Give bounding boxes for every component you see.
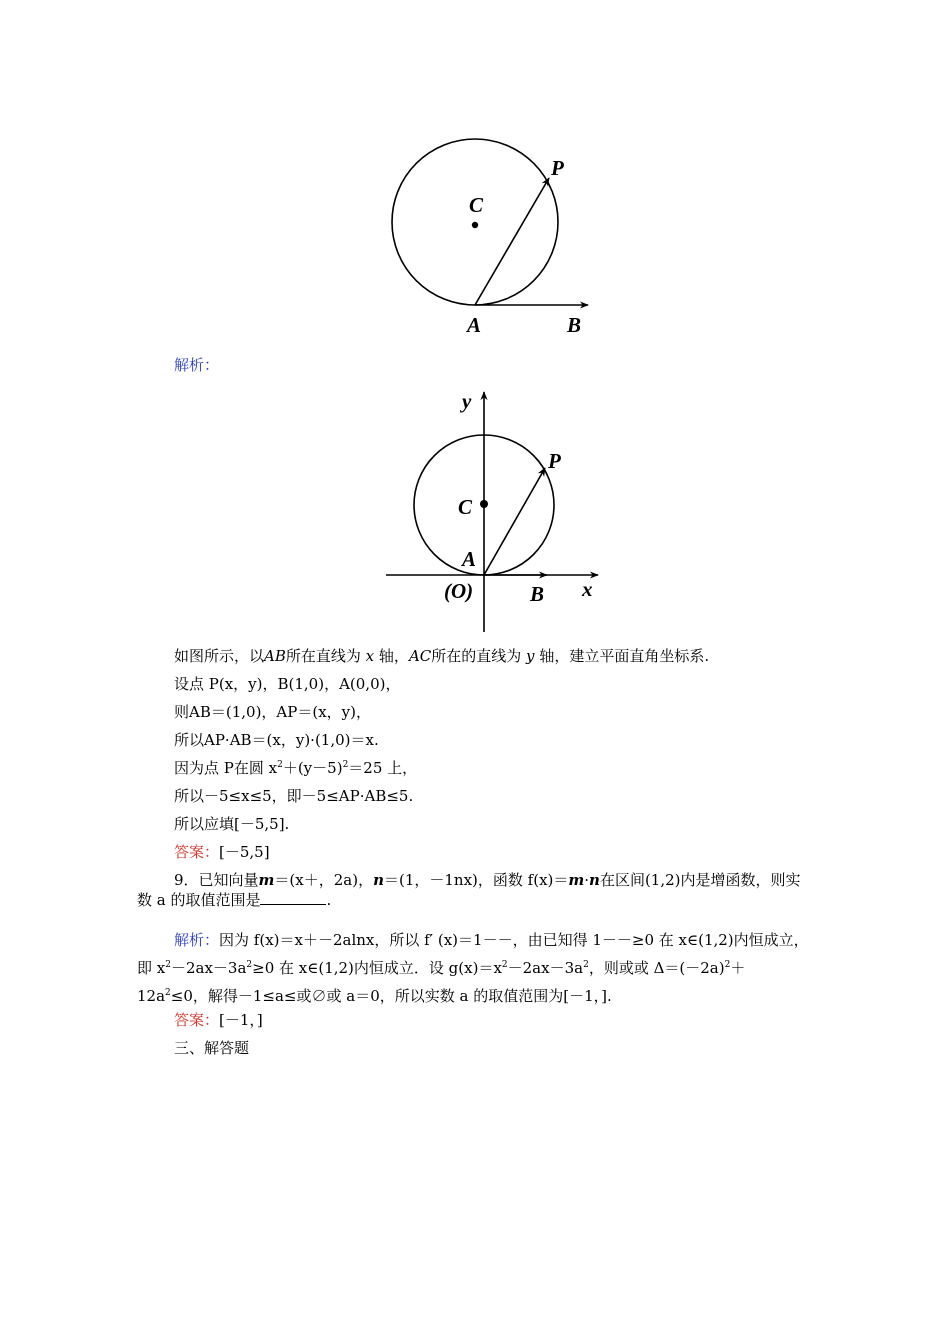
answer-value: [－5,5] bbox=[219, 843, 270, 861]
vector-ap bbox=[484, 468, 545, 575]
solution-line-4: 所以AP·AB＝(x，y)·(1,0)＝x. bbox=[174, 731, 379, 749]
section-heading: 三、解答题 bbox=[174, 1039, 250, 1057]
answer-label-2: 答案： bbox=[174, 1011, 220, 1029]
solution-line-2: 设点 P(x，y)，B(1,0)，A(0,0)， bbox=[174, 675, 401, 693]
label-a: A bbox=[467, 313, 482, 337]
solution-2: 解析：因为 f(x)＝x＋－2alnx，所以 f′ (x)＝1－－，由已知得 1－－≥0 在 x∈(1,2)内恒成立，即 $x^2-2ax-3a^2\ge 0$ 在 x∈(1,2)内恒成立．设 $g(x)=x^2-2ax-3a^2$，则或或 $\Delta=(-2a)^2+12a^2\le 0$，解得－1≤a≤或∅或 a＝0，所以实数 a 的取值范围为[－1，]. bbox=[137, 931, 809, 1005]
label-o: (O) bbox=[444, 579, 474, 603]
label-a: A bbox=[462, 547, 477, 571]
solution-line-3: 则AB＝(1,0)，AP＝(x，y)， bbox=[174, 703, 371, 721]
analysis-label-2: 解析： bbox=[174, 931, 220, 949]
center-point bbox=[480, 500, 488, 508]
answer-label: 答案： bbox=[174, 843, 220, 861]
analysis-label: 解析： bbox=[174, 356, 220, 374]
label-x: x bbox=[582, 577, 593, 601]
label-p: P bbox=[551, 156, 564, 180]
solution-line-5: 因为点 P在圆 $x^2+(y-5)^2=25$ 上， bbox=[174, 759, 418, 777]
label-c: C bbox=[458, 495, 473, 519]
label-b: B bbox=[567, 313, 582, 337]
problem-9: 9．已知向量m＝(x＋，2a)，n＝(1，－1nx)，函数 f(x)＝m·n在区间(1,2)内是增函数，则实数 a 的取值范围是 . bbox=[137, 871, 801, 909]
figure-coordinate-circle bbox=[0, 0, 950, 640]
answer-value-2: [－1，] bbox=[219, 1011, 263, 1029]
answer-1 bbox=[174, 842, 270, 862]
answer-2 bbox=[174, 1010, 263, 1030]
solution-line-7: 所以应填[－5,5]. bbox=[174, 815, 290, 833]
solution-line-6: 所以－5≤x≤5，即－5≤AP·AB≤5. bbox=[174, 787, 414, 805]
answer-blank bbox=[260, 891, 326, 905]
label-c: C bbox=[469, 193, 484, 217]
label-y: y bbox=[462, 389, 472, 413]
label-b: B bbox=[530, 582, 545, 606]
label-p: P bbox=[548, 449, 561, 473]
solution-line-1: 如图所示，以AB所在直线为 x 轴，AC所在的直线为 y 轴，建立平面直角坐标系. bbox=[174, 647, 710, 665]
